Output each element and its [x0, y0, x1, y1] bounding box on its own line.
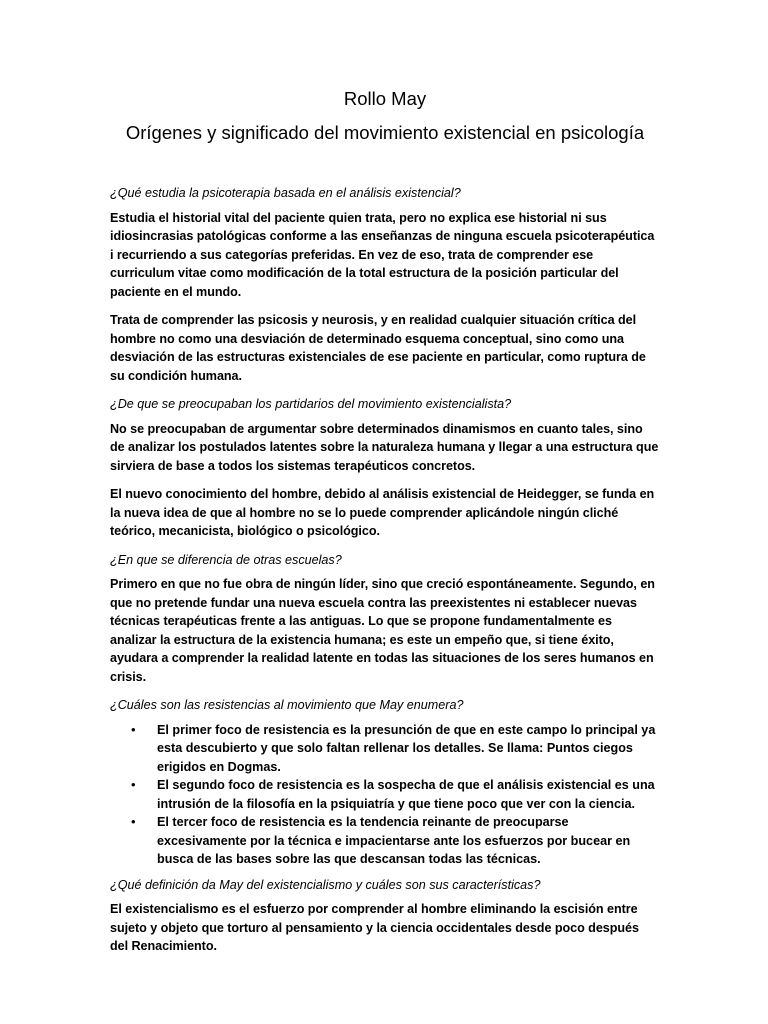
section-question: ¿En que se diferencia de otras escuelas? — [110, 552, 342, 567]
list-item-text: El tercer foco de resistencia es la tendencia reinante de preocuparse excesivamente por la técnica e impacientarse ante los esfuerzos por bucear en busca de las bases sobre las que descansan todas las técnicas. — [157, 815, 631, 866]
list-item-text: El segundo foco de resistencia es la sospecha de que el análisis existencial es una intrusión de la filosofía en la psiquiatría y que tiene poco que ver con la ciencia. — [157, 778, 655, 811]
document-author: Rollo May — [343, 88, 427, 109]
section-question: ¿Qué estudia la psicoterapia basada en el análisis existencial? — [110, 186, 461, 200]
section-question: ¿Cuáles son las resistencias al movimiento que May enumera? — [110, 698, 464, 712]
section-paragraph: Trata de comprender las psicosis y neurosis, y en realidad cualquier situación crítica del hombre no como una desviación de determinado esquema conceptual, sino como una desviación de las estructuras existenciales de ese paciente en particular, como ruptura de su condición humana. — [110, 313, 646, 383]
section-paragraph: Estudia el historial vital del paciente quien trata, pero no explica ese historial ni sus idiosincrasias patológicas conforme a las enseñanzas de ninguna escuela psicoterapéutica i recurriendo a sus categorías preferidas. En vez de eso, trata de comprender ese curriculum vitae como modificación de la total estructura de la posición particular del paciente en el mundo. — [110, 210, 655, 299]
list-item — [131, 776, 660, 813]
section-paragraph: Primero en que no fue obra de ningún líder, sino que creció espontáneamente. Segundo, en que no pretende fundar una nueva escuela contra las preexistentes ni establecer nuevas técnicas terapéuticas frente a las antiguas. Lo que se propone fundamentalmente es analizar la estructura de la existencia humana; es este un empeño que, si tiene éxito, ayudara a comprender la realidad latente en todas las situaciones de los seres humanos en crisis. — [110, 577, 655, 684]
list-item-text: El primer foco de resistencia es la presunción de que en este campo lo principal ya esta descubierto y que solo faltan rellenar los detalles. Se llama: Puntos ciegos erigidos en Dogmas. — [157, 722, 656, 774]
bullet-icon: • — [131, 777, 136, 792]
section-question: ¿De que se preocupaban los partidarios del movimiento existencialista? — [110, 397, 512, 411]
resistance-list — [110, 721, 660, 869]
bullet-icon: • — [131, 814, 136, 829]
bullet-icon: • — [131, 721, 136, 737]
list-item — [131, 721, 660, 777]
document-title: Orígenes y significado del movimiento existencial en psicología — [125, 122, 645, 143]
section-paragraph: No se preocupaban de argumentar sobre determinados dinamismos en cuanto tales, sino de analizar los postulados latentes sobre la naturaleza humana y llegar a una estructura que sirviera de base a todos los sistemas terapéuticos concretos. — [110, 421, 659, 473]
section-paragraph: El nuevo conocimiento del hombre, debido al análisis existencial de Heidegger, se funda en la nueva idea de que al hombre no se lo puede comprender aplicándole ningún cliché teórico, mecanicista, biológico o psicológico. — [110, 487, 655, 538]
section-question: ¿Qué definición da May del existencialismo y cuáles son sus características? — [110, 877, 541, 892]
document-body — [110, 86, 660, 966]
list-item — [131, 813, 660, 869]
section-paragraph: El existencialismo es el esfuerzo por comprender al hombre eliminando la escisión entre sujeto y objeto que torturo al pensamiento y la ciencia occidentales desde poco después del Renacimiento. — [110, 902, 639, 953]
